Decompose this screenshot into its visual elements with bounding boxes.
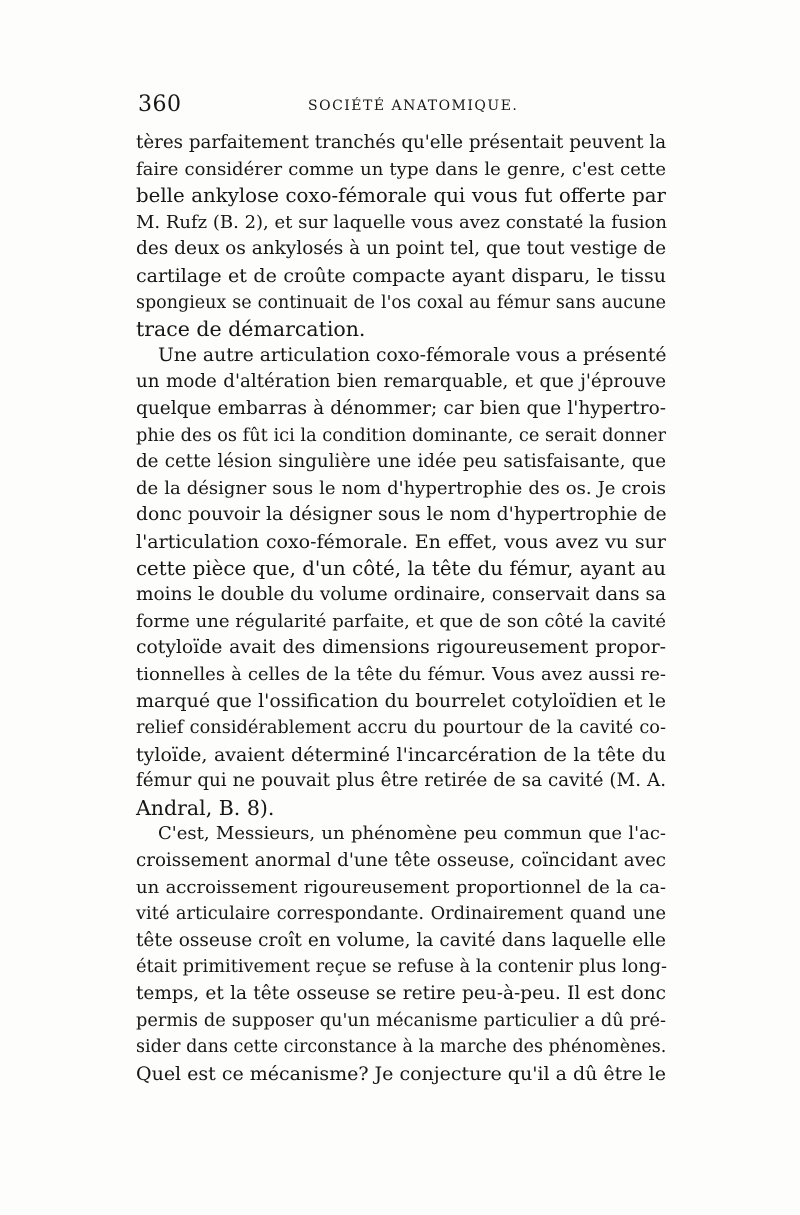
text-line: sider dans cette circonstance à la marche des phénomènes. xyxy=(136,1037,667,1058)
text-line: tête osseuse croît en volume, la cavité dans laquelle elle xyxy=(136,929,666,951)
text-line: Andral, B. 8). xyxy=(136,795,275,820)
text-line: tères parfaitement tranchés qu'elle présentait peuvent la xyxy=(136,132,667,153)
text-line: tionnelles à celles de la tête du fémur. Vous avez aussi re- xyxy=(136,663,666,685)
text-line: belle ankylose coxo-fémorale qui vous fut offerte par xyxy=(136,184,666,208)
text-line: cette pièce que, d'un côté, la tête du fémur, ayant au xyxy=(136,556,666,580)
text-line: tyloïde, avaient déterminé l'incarcération de la tête du xyxy=(136,743,666,766)
text-line: phie des os fût ici la condition dominante, ce serait donner xyxy=(136,425,667,446)
text-line: relief considérablement accru du pourtour de la cavité co- xyxy=(136,718,666,739)
text-line: vité articulaire correspondante. Ordinairement quand une xyxy=(136,904,666,925)
running-head: SOCIÉTÉ ANATOMIQUE. xyxy=(308,98,519,114)
page-number: 360 xyxy=(138,92,182,117)
text-line: fémur qui ne pouvait plus être retirée de sa cavité (M. A. xyxy=(136,770,666,792)
text-line: donc pouvoir la désigner sous le nom d'hypertrophie de xyxy=(136,504,667,526)
text-line: Quel est ce mécanisme? Je conjecture qu'il a dû être le xyxy=(136,1062,666,1085)
text-line: M. Rufz (B. 2), et sur laquelle vous avez constaté la fusion xyxy=(136,211,667,233)
text-line: était primitivement reçue se refuse à la contenir plus long- xyxy=(136,957,668,978)
text-line: un mode d'altération bien remarquable, et que j'éprouve xyxy=(136,371,666,393)
text-line: cartilage et de croûte compacte ayant disparu, le tissu xyxy=(136,264,666,287)
text-line: moins le double du volume ordinaire, conservait dans sa xyxy=(136,584,666,606)
body-text xyxy=(136,130,666,1087)
text-line: quelque embarras à dénommer; car bien que l'hypertro- xyxy=(136,397,666,419)
text-line: marqué que l'ossification du bourrelet cotyloïdien et le xyxy=(136,690,666,713)
text-line: de cette lésion singulière une idée peu satisfaisante, que xyxy=(136,451,666,473)
text-line: C'est, Messieurs, un phénomène peu commun que l'ac- xyxy=(158,823,666,845)
text-line: temps, et la tête osseuse se retire peu-à-peu. Il est donc xyxy=(136,983,666,1004)
text-line: cotyloïde avait des dimensions rigoureusement propor- xyxy=(136,637,666,659)
text-line: croissement anormal d'une tête osseuse, coïncidant avec xyxy=(136,850,666,872)
text-line: faire considérer comme un type dans le genre, c'est cette xyxy=(136,158,666,180)
text-line: spongieux se continuait de l'os coxal au fémur sans aucune xyxy=(136,292,666,313)
text-line: forme une régularité parfaite, et que de son côté la cavité xyxy=(136,610,666,632)
text-line: un accroissement rigoureusement proportionnel de la ca- xyxy=(136,876,666,898)
text-line: trace de démarcation. xyxy=(136,317,366,342)
text-line: des deux os ankylosés à un point tel, que tout vestige de xyxy=(136,238,667,260)
page-header xyxy=(138,92,668,122)
text-line: de la désigner sous le nom d'hypertrophie des os. Je crois xyxy=(136,477,666,499)
text-line: Une autre articulation coxo-fémorale vous a présenté xyxy=(158,344,667,366)
text-line: l'articulation coxo-fémorale. En effet, vous avez vu sur xyxy=(136,530,666,553)
text-line: permis de supposer qu'un mécanisme particulier a dû pré- xyxy=(136,1010,666,1031)
